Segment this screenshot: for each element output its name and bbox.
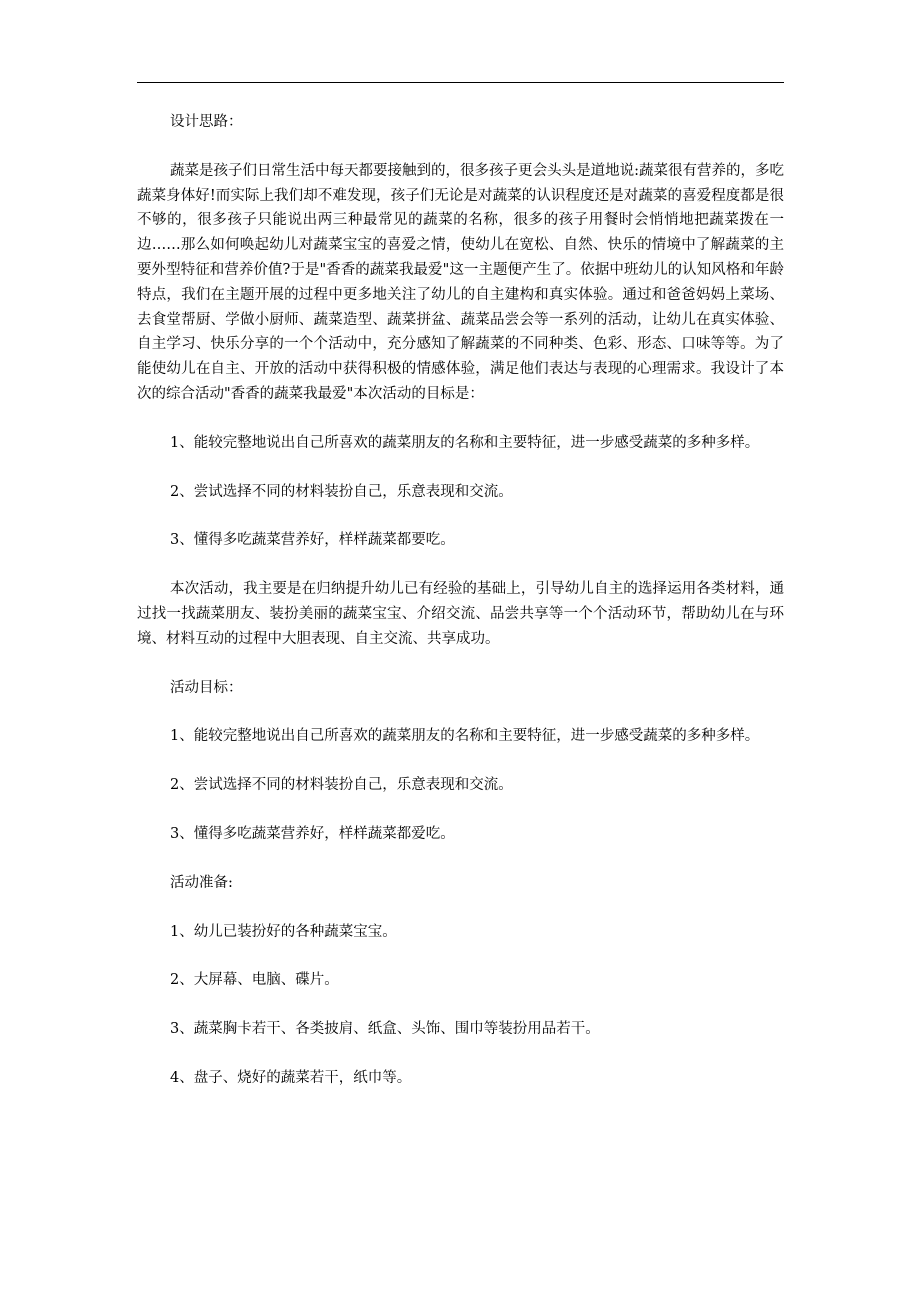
activity-goal-item-1: 1、能较完整地说出自己所喜欢的蔬菜朋友的名称和主要特征，进一步感受蔬菜的多种多样。 (170, 728, 760, 745)
header-rule (137, 82, 784, 83)
prep-item-4: 4、盘子、烧好的蔬菜若干，纸巾等。 (170, 1069, 412, 1086)
paragraph-activity: 本次活动，我主要是在归纳提升幼儿已有经验的基础上，引导幼儿自主的选择运用各类材料，通过找一找蔬菜朋友、装扮美丽的蔬菜宝宝、介绍交流、品尝共享等一个个活动环节，帮助幼儿在与环境、材料互动的过程中大胆表现、自主交流、共享成功。 (137, 581, 784, 647)
heading-activity-prep: 活动准备: (170, 874, 233, 891)
paragraph-intro: 蔬菜是孩子们日常生活中每天都要接触到的，很多孩子更会头头是道地说:蔬菜很有营养的，多吃蔬菜身体好!而实际上我们却不难发现，孩子们无论是对蔬菜的认识程度还是对蔬菜的喜爱程度都是很不够的，很多孩子只能说出两三种最常见的蔬菜的名称，很多的孩子用餐时会悄悄地把蔬菜拨在一边……那么如何唤起幼儿对蔬菜宝宝的喜爱之情，使幼儿在宽松、自然、快乐的情境中了解蔬菜的主要外型特征和营养价值?于是"香香的蔬菜我最爱"这一主题便产生了。依据中班幼儿的认知风格和年龄特点，我们在主题开展的过程中更多地关注了幼儿的自主建构和真实体验。通过和爸爸妈妈上菜场、去食堂帮厨、学做小厨师、蔬菜造型、蔬菜拼盆、蔬菜品尝会等一系列的活动，让幼儿在真实体验、自主学习、快乐分享的一个个活动中，充分感知了解蔬菜的不同种类、色彩、形态、口味等等。为了能使幼儿在自主、开放的活动中获得积极的情感体验，满足他们表达与表现的心理需求。我设计了本次的综合活动"香香的蔬菜我最爱"本次活动的目标是： (137, 162, 784, 402)
document-body (137, 110, 784, 1091)
goal-item-2: 2、尝试选择不同的材料装扮自己，乐意表现和交流。 (170, 483, 513, 500)
prep-item-3: 3、蔬菜胸卡若干、各类披肩、纸盒、头饰、围巾等装扮用品若干。 (170, 1021, 600, 1038)
goal-item-3: 3、懂得多吃蔬菜营养好，样样蔬菜都要吃。 (170, 532, 455, 549)
heading-design-idea: 设计思路： (170, 114, 243, 130)
prep-item-1: 1、幼儿已装扮好的各种蔬菜宝宝。 (170, 923, 397, 940)
activity-goal-item-3: 3、懂得多吃蔬菜营养好，样样蔬菜都爱吃。 (170, 825, 455, 842)
prep-item-2: 2、大屏幕、电脑、碟片。 (170, 972, 339, 989)
heading-activity-goals: 活动目标： (170, 679, 243, 696)
goal-item-1: 1、能较完整地说出自己所喜欢的蔬菜朋友的名称和主要特征，进一步感受蔬菜的多种多样。 (170, 434, 760, 451)
activity-goal-item-2: 2、尝试选择不同的材料装扮自己，乐意表现和交流。 (170, 777, 513, 794)
